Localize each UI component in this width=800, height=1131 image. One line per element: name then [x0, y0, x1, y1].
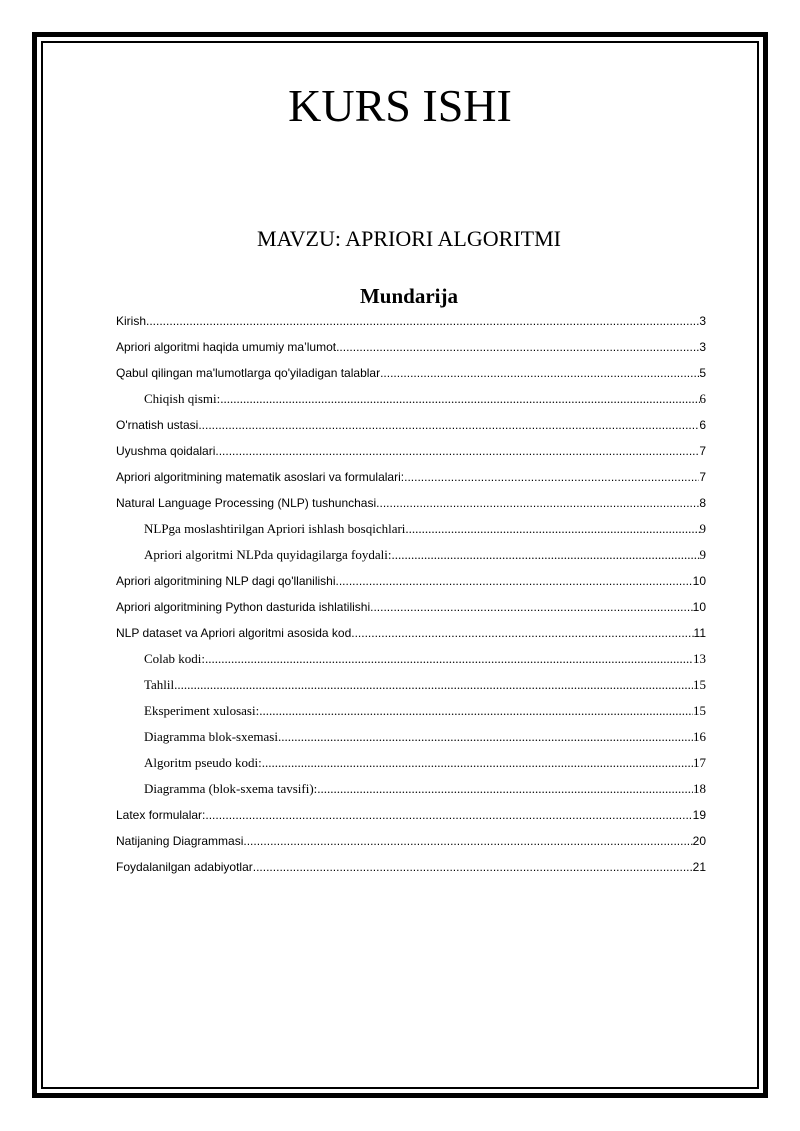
toc-entry-label: Algoritm pseudo kodi: — [144, 755, 262, 770]
toc-entry-label: Colab kodi: — [144, 651, 206, 666]
toc-entry[interactable] — [116, 334, 706, 360]
toc-entry[interactable] — [116, 516, 706, 542]
toc-entry[interactable] — [116, 672, 706, 698]
toc-entry-leader — [351, 626, 693, 640]
toc-entry-page: 3 — [699, 314, 706, 328]
toc-entry[interactable] — [116, 854, 706, 880]
toc-entry-page: 7 — [699, 444, 706, 458]
document-title: KURS ISHI — [288, 80, 512, 131]
toc-heading: Mundarija — [359, 284, 458, 308]
toc-entry-page: 11 — [693, 626, 706, 640]
toc-entry-label: Diagramma blok-sxemasi — [144, 729, 278, 744]
toc-entry-page: 19 — [692, 808, 706, 822]
toc-entry-leader — [262, 755, 693, 771]
toc-entry[interactable] — [116, 828, 706, 854]
toc-entry[interactable] — [116, 464, 706, 490]
toc-entry[interactable] — [116, 386, 706, 412]
toc-entry-leader — [259, 703, 693, 719]
toc-entry[interactable] — [116, 308, 706, 334]
toc-entry-page: 18 — [693, 781, 706, 796]
toc-entry-label: Apriori algoritmining Python dasturida ishlatilishi — [116, 600, 371, 614]
toc-entry[interactable] — [116, 802, 706, 828]
toc-entry-label: O'rnatish ustasi — [116, 418, 199, 432]
toc-entry-page: 6 — [699, 391, 706, 406]
toc-entry-label: Natijaning Diagrammasi — [116, 834, 244, 848]
toc-entry-leader — [174, 677, 693, 693]
toc-entry-label: Diagramma (blok-sxema tavsifi): — [144, 781, 318, 796]
toc-entry-leader — [278, 729, 693, 745]
toc-entry-leader — [405, 521, 699, 537]
toc-entry-leader — [336, 340, 699, 354]
toc-entry-leader — [198, 418, 699, 432]
toc-entry-leader — [370, 600, 693, 614]
toc-entry-page: 6 — [699, 418, 706, 432]
toc-entry-page: 17 — [693, 755, 706, 770]
toc-entry-page: 15 — [693, 703, 706, 718]
toc-entry[interactable] — [116, 594, 706, 620]
toc-entry-page: 13 — [693, 651, 706, 666]
toc-entry-label: Natural Language Processing (NLP) tushunchasi — [116, 496, 377, 510]
toc-entry-label: Tahlil — [144, 677, 175, 692]
toc-entry[interactable] — [116, 438, 706, 464]
toc-entry-page: 3 — [699, 340, 706, 354]
toc-entry-leader — [404, 470, 699, 484]
toc-entry[interactable] — [116, 360, 706, 386]
toc-entry-label: Qabul qilingan ma'lumotlarga qo'yiladigan talablar — [116, 366, 381, 380]
toc-entry[interactable] — [116, 698, 706, 724]
toc-entry-label: NLP dataset va Apriori algoritmi asosida kod — [116, 626, 352, 640]
toc-entry-label: Eksperiment xulosasi: — [144, 703, 260, 718]
toc-entry-label: NLPga moslashtirilgan Apriori ishlash bosqichlari — [144, 521, 406, 536]
toc-entry-page: 15 — [693, 677, 706, 692]
toc-entry-page: 9 — [699, 521, 706, 536]
toc-entry[interactable] — [116, 490, 706, 516]
document-subject: MAVZU: APRIORI ALGORITMI — [257, 226, 561, 251]
toc-entry-page: 5 — [699, 366, 706, 380]
toc-entry-page: 20 — [692, 834, 706, 848]
toc-entry-page: 21 — [692, 860, 706, 874]
toc-entry-label: Kirish — [116, 314, 147, 328]
toc-entry-leader — [391, 547, 699, 563]
toc-entry-page: 8 — [699, 496, 706, 510]
toc-entry-label: Latex formulalar: — [116, 808, 206, 822]
table-of-contents — [116, 308, 706, 880]
toc-entry-label: Uyushma qoidalari — [116, 444, 216, 458]
toc-entry-label: Apriori algoritmining matematik asoslari va formulalari: — [116, 470, 405, 484]
toc-entry-leader — [220, 391, 699, 407]
toc-entry-page: 7 — [699, 470, 706, 484]
toc-entry-label: Foydalanilgan adabiyotlar — [116, 860, 253, 874]
toc-entry[interactable] — [116, 776, 706, 802]
toc-entry-leader — [376, 496, 699, 510]
toc-entry-leader — [205, 808, 692, 822]
toc-entry-leader — [215, 444, 699, 458]
toc-entry-page: 10 — [692, 574, 706, 588]
toc-entry-page: 10 — [692, 600, 706, 614]
toc-entry-label: Chiqish qismi: — [144, 391, 221, 406]
toc-entry-page: 16 — [693, 729, 706, 744]
toc-entry-page: 9 — [699, 547, 706, 562]
toc-entry[interactable] — [116, 412, 706, 438]
toc-entry-label: Apriori algoritmi haqida umumiy ma’lumot — [116, 340, 337, 354]
toc-entry[interactable] — [116, 568, 706, 594]
toc-entry-leader — [253, 860, 693, 874]
toc-entry-leader — [380, 366, 699, 380]
toc-entry[interactable] — [116, 542, 706, 568]
toc-entry-leader — [146, 314, 699, 328]
toc-entry-label: Apriori algoritmining NLP dagi qo'llanilishi — [116, 574, 336, 588]
toc-entry[interactable] — [116, 724, 706, 750]
toc-entry-leader — [205, 651, 693, 667]
toc-entry[interactable] — [116, 620, 706, 646]
toc-entry-leader — [243, 834, 692, 848]
toc-entry-leader — [317, 781, 693, 797]
toc-entry-label: Apriori algoritmi NLPda quyidagilarga foydali: — [144, 547, 392, 562]
toc-entry[interactable] — [116, 646, 706, 672]
toc-entry-leader — [336, 574, 693, 588]
toc-entry[interactable] — [116, 750, 706, 776]
